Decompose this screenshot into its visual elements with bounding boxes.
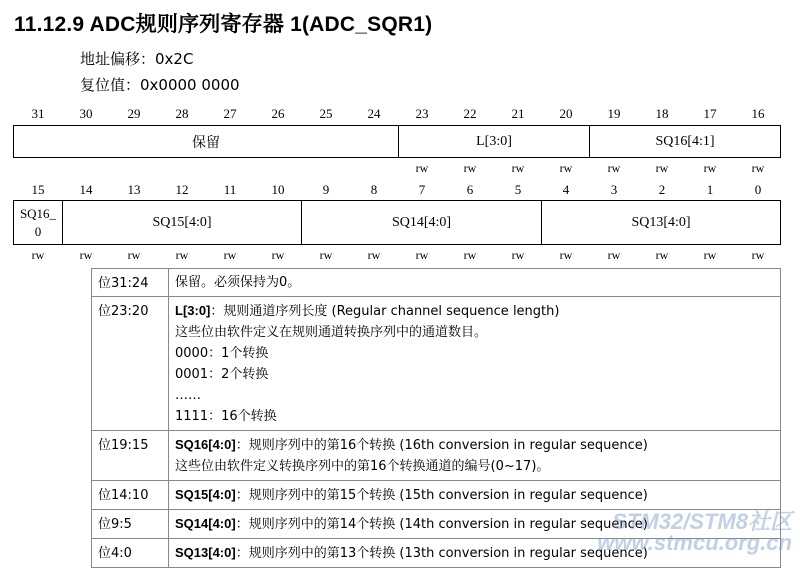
field-name: SQ15[4:0] bbox=[175, 487, 236, 502]
bit-number: 12 bbox=[175, 182, 189, 197]
access-label: rw bbox=[559, 161, 573, 175]
field-name: L[3:0] bbox=[175, 303, 211, 318]
bit-number: 0 bbox=[754, 182, 762, 197]
bit-number: 9 bbox=[322, 182, 330, 197]
access-label: rw bbox=[415, 248, 429, 262]
bit-number: 4 bbox=[562, 182, 570, 197]
description-line: 保留。必须保持为0。 bbox=[175, 275, 301, 290]
reset-value: 复位值：0x0000 0000 bbox=[80, 76, 240, 94]
description-line: …… bbox=[175, 388, 201, 403]
access-label: rw bbox=[751, 161, 765, 175]
description-line: 0001：2个转换 bbox=[175, 367, 269, 382]
bit-number: 3 bbox=[610, 182, 618, 197]
bit-description bbox=[169, 431, 781, 481]
field-sq13: SQ13[4:0] bbox=[541, 200, 781, 245]
field-name: SQ14[4:0] bbox=[175, 516, 236, 531]
bit-range: 位9:5 bbox=[92, 510, 169, 539]
field-name: SQ13[4:0] bbox=[175, 545, 236, 560]
bit-range: 位31:24 bbox=[92, 269, 169, 297]
bit-number: 21 bbox=[511, 106, 525, 121]
bit-range: 位23:20 bbox=[92, 297, 169, 431]
access-label: rw bbox=[751, 248, 765, 262]
bit-number: 10 bbox=[271, 182, 285, 197]
bit-number: 22 bbox=[463, 106, 477, 121]
bit-number: 6 bbox=[466, 182, 474, 197]
description-line: ：规则序列中的第16个转换 (16th conversion in regular sequence) bbox=[235, 438, 648, 453]
bit-number: 16 bbox=[751, 106, 765, 121]
access-label: rw bbox=[607, 161, 621, 175]
field-l: L[3:0] bbox=[398, 125, 590, 158]
bit-number: 11 bbox=[223, 182, 237, 197]
bit-number: 7 bbox=[418, 182, 426, 197]
bit-number: 8 bbox=[370, 182, 378, 197]
access-label: rw bbox=[703, 161, 717, 175]
field-name: SQ16[4:0] bbox=[175, 437, 236, 452]
access-label: rw bbox=[415, 161, 429, 175]
bit-number: 15 bbox=[31, 182, 45, 197]
bit-number: 13 bbox=[127, 182, 141, 197]
access-label: rw bbox=[223, 248, 237, 262]
bit-number: 17 bbox=[703, 106, 717, 121]
description-line: ：规则序列中的第14个转换 (14th conversion in regular sequence) bbox=[235, 517, 648, 532]
bit-number: 1 bbox=[706, 182, 714, 197]
access-label: rw bbox=[703, 248, 717, 262]
bit-number: 24 bbox=[367, 106, 381, 121]
access-label: rw bbox=[511, 248, 525, 262]
field-sq16-low: SQ16_0 bbox=[13, 200, 63, 245]
table-row bbox=[92, 297, 781, 431]
bit-description bbox=[169, 269, 781, 297]
table-row bbox=[92, 269, 781, 297]
address-offset: 地址偏移：0x2C bbox=[80, 50, 194, 68]
access-label: rw bbox=[175, 248, 189, 262]
access-label: rw bbox=[559, 248, 573, 262]
access-label: rw bbox=[127, 248, 141, 262]
table-row bbox=[92, 431, 781, 481]
bit-number: 23 bbox=[415, 106, 429, 121]
bit-number: 28 bbox=[175, 106, 189, 121]
bit-number: 31 bbox=[31, 106, 45, 121]
description-line: 这些位由软件定义转换序列中的第16个转换通道的编号(0~17)。 bbox=[175, 459, 550, 474]
access-label: rw bbox=[31, 248, 45, 262]
access-label: rw bbox=[655, 161, 669, 175]
access-label: rw bbox=[655, 248, 669, 262]
access-label: rw bbox=[271, 248, 285, 262]
field-sq15: SQ15[4:0] bbox=[62, 200, 302, 245]
page-title: 11.12.9 ADC规则序列寄存器 1(ADC_SQR1) bbox=[14, 13, 433, 36]
access-label: rw bbox=[511, 161, 525, 175]
bit-number: 2 bbox=[658, 182, 666, 197]
access-label: rw bbox=[607, 248, 621, 262]
description-line: ：规则通道序列长度 (Regular channel sequence length) bbox=[210, 304, 560, 319]
description-line: 1111：16个转换 bbox=[175, 409, 277, 424]
field-reserved: 保留 bbox=[13, 125, 399, 158]
bit-number: 25 bbox=[319, 106, 333, 121]
bit-range: 位19:15 bbox=[92, 431, 169, 481]
access-label: rw bbox=[79, 248, 93, 262]
bit-number: 30 bbox=[79, 106, 93, 121]
bit-number: 19 bbox=[607, 106, 621, 121]
access-label: rw bbox=[367, 248, 381, 262]
bit-number: 27 bbox=[223, 106, 237, 121]
bit-number: 29 bbox=[127, 106, 141, 121]
bit-number: 5 bbox=[514, 182, 522, 197]
watermark-community: STM32/STM8社区 bbox=[612, 509, 792, 534]
bit-number: 14 bbox=[79, 182, 93, 197]
bit-range: 位14:10 bbox=[92, 481, 169, 510]
field-sq16-high: SQ16[4:1] bbox=[589, 125, 781, 158]
bit-number: 18 bbox=[655, 106, 669, 121]
field-sq14: SQ14[4:0] bbox=[301, 200, 542, 245]
description-line: ：规则序列中的第13个转换 (13th conversion in regular sequence) bbox=[235, 546, 648, 561]
access-label: rw bbox=[463, 161, 477, 175]
description-line: ：规则序列中的第15个转换 (15th conversion in regular sequence) bbox=[235, 488, 648, 503]
bit-number: 26 bbox=[271, 106, 285, 121]
description-line: 0000：1个转换 bbox=[175, 346, 269, 361]
bit-range: 位4:0 bbox=[92, 539, 169, 568]
bit-description bbox=[169, 297, 781, 431]
watermark-url: www.stmcu.org.cn bbox=[597, 530, 792, 555]
bit-number: 20 bbox=[559, 106, 573, 121]
description-line: 这些位由软件定义在规则通道转换序列中的通道数目。 bbox=[175, 325, 488, 340]
access-label: rw bbox=[319, 248, 333, 262]
access-label: rw bbox=[463, 248, 477, 262]
